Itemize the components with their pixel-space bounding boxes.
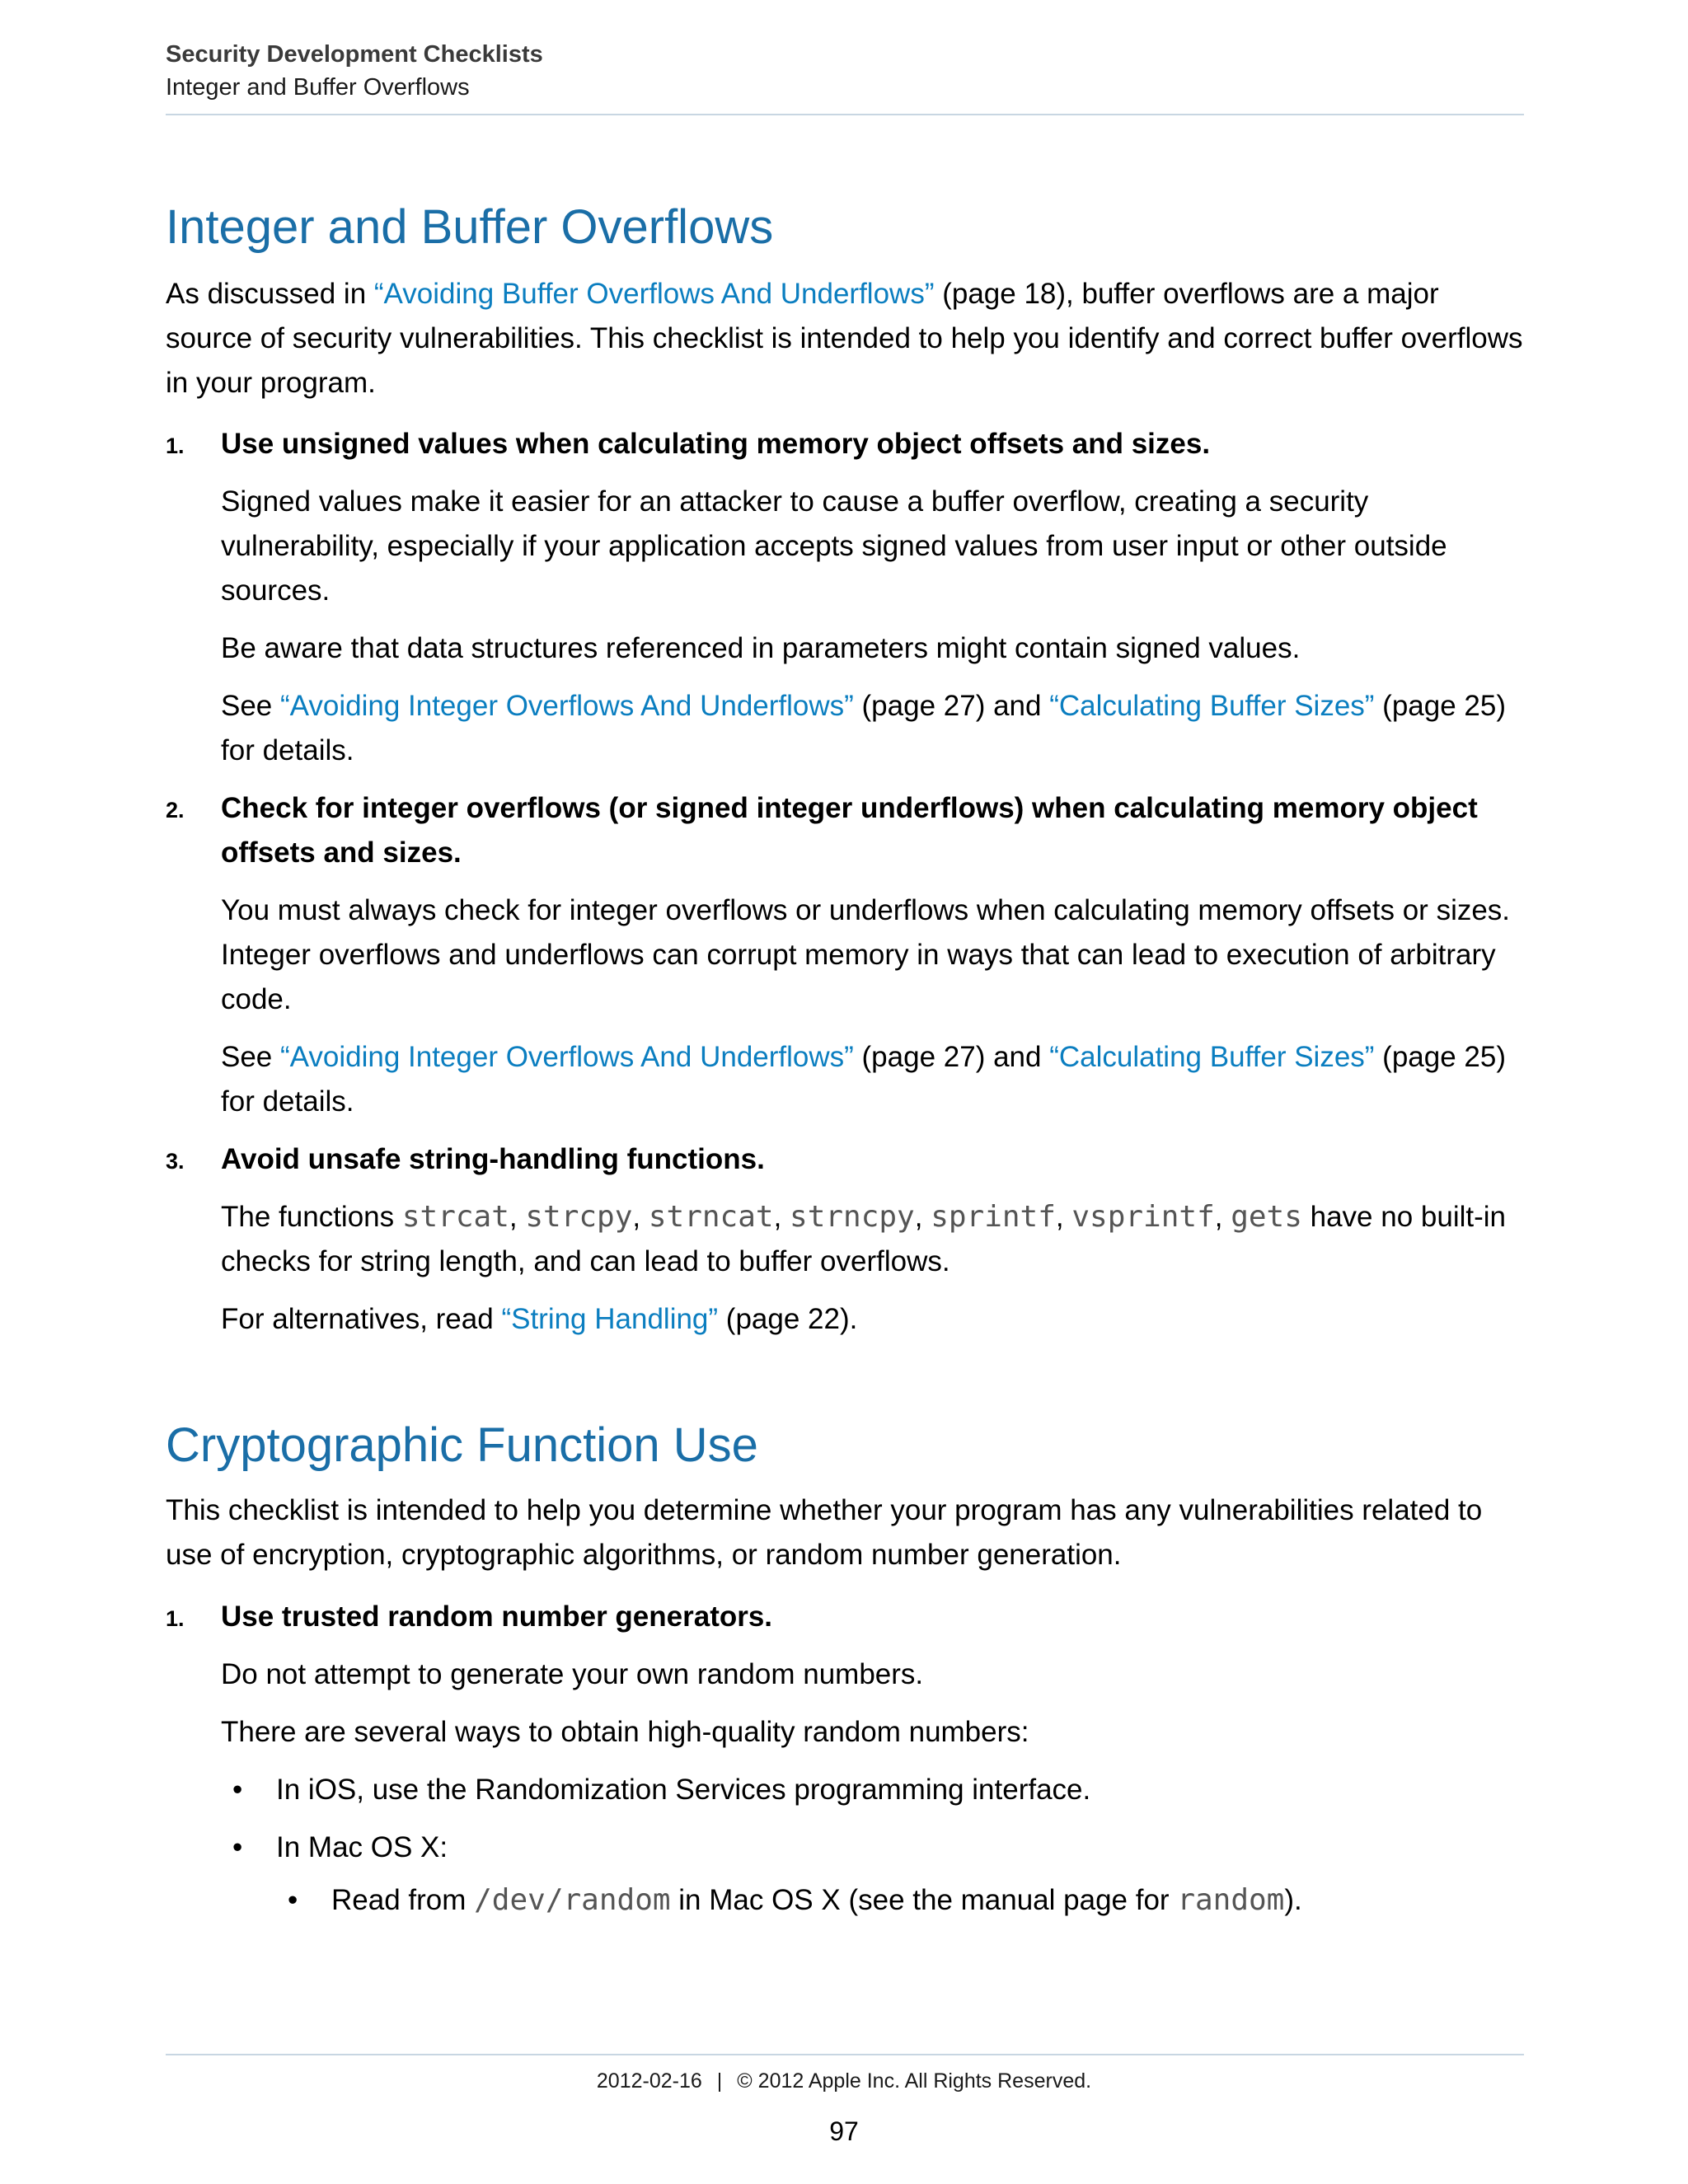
item-body — [221, 1652, 1524, 1923]
link-avoiding-integer-overflows[interactable]: “Avoiding Integer Overflows And Underflows” — [280, 690, 854, 722]
code-strncat: strncat — [648, 1200, 774, 1234]
item-see-also — [221, 684, 1524, 773]
sub-bullet-item — [276, 1878, 1524, 1923]
section2-intro: This checklist is intended to help you determine whether your program has any vulnerabilities related to use of encryption, cryptographic algorithms, or random number generation. — [166, 1494, 1483, 1571]
bullet-list — [221, 1768, 1524, 1923]
code-dev-random: /dev/random — [474, 1883, 671, 1917]
functions-text: The functions — [221, 1201, 402, 1233]
see-text: (page 25) for details. — [221, 1041, 1507, 1118]
sub-text: ). — [1284, 1884, 1302, 1916]
code-random: random — [1177, 1883, 1285, 1917]
code-strcpy: strcpy — [525, 1200, 633, 1234]
functions-text: have no built-in checks for string length, and can lead to buffer overflows. — [221, 1201, 1507, 1277]
code-gets: gets — [1231, 1200, 1302, 1234]
sub-bullet-list — [276, 1878, 1524, 1923]
link-calculating-buffer-sizes[interactable]: “Calculating Buffer Sizes” — [1049, 690, 1375, 722]
link-avoiding-buffer-overflows[interactable]: “Avoiding Buffer Overflows And Underflows” — [373, 278, 935, 310]
bullet-item: • In iOS, use the Randomization Services programming interface. — [221, 1768, 1524, 1812]
comma: , — [914, 1201, 931, 1233]
intro-text-pre: As discussed in — [166, 278, 374, 310]
footer-copyright: © 2012 Apple Inc. All Rights Reserved. — [737, 2069, 1092, 2093]
item-title: Use unsigned values when calculating memory object offsets and sizes. — [221, 428, 1211, 460]
overflow-checklist — [166, 422, 1524, 1355]
item-alternatives — [221, 1297, 1524, 1342]
header-subtitle: Integer and Buffer Overflows — [166, 74, 470, 101]
item-see-also — [221, 1035, 1524, 1124]
item-paragraph: Signed values make it easier for an attacker to cause a buffer overflow, creating a security vulnerability, especially if your application accepts signed values from user input or other outside sources. — [221, 485, 1447, 607]
item-body — [221, 888, 1524, 1124]
footer-line — [0, 2064, 1688, 2097]
footer-separator: | — [716, 2069, 723, 2093]
item-paragraph — [221, 1195, 1524, 1284]
see-text: See — [221, 690, 280, 722]
item-number: 1. — [166, 1606, 185, 1631]
page-number: 97 — [829, 2116, 859, 2146]
item-title: Use trusted random number generators. — [221, 1601, 773, 1633]
sub-text: in Mac OS X (see the manual page for — [670, 1884, 1178, 1916]
see-text: (page 25) for details. — [221, 690, 1507, 766]
code-sprintf: sprintf — [931, 1200, 1056, 1234]
checklist-item — [166, 1137, 1524, 1342]
crypto-checklist — [166, 1595, 1524, 1936]
footer-date: 2012-02-16 — [596, 2069, 702, 2093]
alt-text: For alternatives, read — [221, 1303, 502, 1335]
checklist-item — [166, 422, 1524, 773]
item-paragraph: Do not attempt to generate your own random numbers. — [221, 1658, 924, 1690]
see-text: See — [221, 1041, 280, 1073]
comma: , — [773, 1201, 790, 1233]
comma: , — [509, 1201, 526, 1233]
item-paragraph: There are several ways to obtain high-quality random numbers: — [221, 1716, 1029, 1748]
running-header — [166, 38, 1524, 104]
item-number: 3. — [166, 1149, 185, 1174]
checklist-item — [166, 786, 1524, 1124]
item-body — [221, 480, 1524, 773]
sub-text: Read from — [331, 1884, 475, 1916]
item-paragraph: You must always check for integer overflows or underflows when calculating memory offsets or sizes. Integer overflows and underflows can corrupt memory in ways that can lead to execution of arbitrary code. — [221, 894, 1511, 1015]
header-title: Security Development Checklists — [166, 41, 543, 68]
section1-intro — [166, 272, 1524, 405]
link-avoiding-integer-overflows[interactable]: “Avoiding Integer Overflows And Underflows” — [280, 1041, 854, 1073]
section-heading-overflows: Integer and Buffer Overflows — [166, 200, 774, 254]
item-title: Check for integer overflows (or signed integer underflows) when calculating memory object offsets and sizes. — [221, 792, 1478, 869]
item-number: 1. — [166, 434, 185, 458]
header-rule — [166, 114, 1524, 115]
see-text: (page 27) and — [853, 690, 1050, 722]
intro-text-post: (page 18), buffer overflows are a major source of security vulnerabilities. This checklist is intended to help you identify and correct buffer overflows in your program. — [166, 278, 1523, 399]
checklist-item — [166, 1595, 1524, 1923]
link-string-handling[interactable]: “String Handling” — [501, 1303, 719, 1335]
item-body — [221, 1195, 1524, 1342]
comma: , — [1214, 1201, 1231, 1233]
comma: , — [632, 1201, 649, 1233]
link-calculating-buffer-sizes[interactable]: “Calculating Buffer Sizes” — [1049, 1041, 1375, 1073]
comma: , — [1055, 1201, 1072, 1233]
item-paragraph: Be aware that data structures referenced in parameters might contain signed values. — [221, 632, 1301, 664]
footer-rule — [166, 2054, 1524, 2055]
code-strcat: strcat — [401, 1200, 509, 1234]
bullet-text: In Mac OS X: — [276, 1831, 448, 1863]
code-vsprintf: vsprintf — [1071, 1200, 1215, 1234]
alt-text: (page 22). — [718, 1303, 858, 1335]
bullet-item — [221, 1825, 1524, 1923]
see-text: (page 27) and — [853, 1041, 1050, 1073]
item-number: 2. — [166, 798, 185, 823]
code-strncpy: strncpy — [790, 1200, 915, 1234]
item-title: Avoid unsafe string-handling functions. — [221, 1143, 765, 1175]
section-heading-crypto: Cryptographic Function Use — [166, 1418, 758, 1472]
